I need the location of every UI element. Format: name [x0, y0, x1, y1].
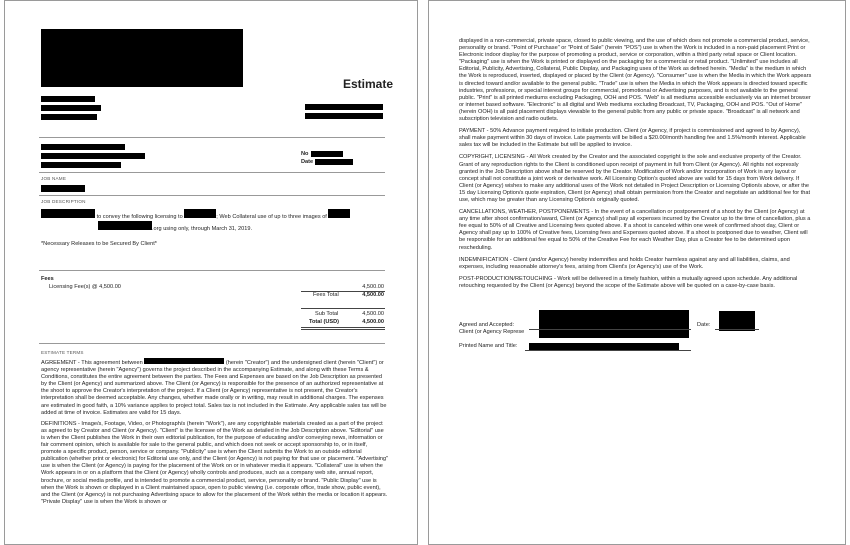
redacted-address-line	[41, 114, 97, 120]
printed-name-label: Printed Name and Title:	[459, 343, 518, 349]
total-amount: 4,500.00	[362, 319, 384, 325]
definitions-continued-paragraph: displayed in a non-commercial, private space, closed to public viewing, and the use of which does not promote a commercial product, service, personality or brand. "Point of Purchase" or "Point of Sale" (herein "POS") use is when the Work is included in a non-paid placement Print or Electronic indoor display for the purpose of promoting a product, service or corporation, within a third party retail space or Client location. "Packaging" use is when the Work is printed or displayed on the packaging for a commercial or retail product. "Unlimited" use includes all Editorial, Publicity, Advertising, Collateral, Public Display, and Packaging uses of the Work as defined herein. "Media" is the medium in which the Work is reproduced, inserted, displayed or placed by the Client (or Agency). "Consumer" use is when the Media in which the Work appears is directed toward and/or available to the general public. "Trade" use is when the Media in which the Work appears is directed toward specific industries, professions, or special interest groups for commercial, promotional or Advertising purposes, and is not available to the general public. "Print" is all printed mediums excluding Packaging, OOH and POS. "Web" is all mediums accessible exclusively via an internet browser or internet based software. "Electronic" is all digital and Web mediums excluding Broadcast, TV, Packaging, OOH and POS. "Out of Home" (herein OOH) is all paid placement displays viewable to the general public from any public or private space. "Broadcast" is all network and subscription television and radio outlets.	[459, 38, 812, 123]
fees-total-label: Fees Total	[313, 292, 339, 298]
definitions-paragraph: DEFINITIONS - Image/s, Footage, Video, or Photograph/s (herein "Work"), are any copyrightable materials created as a part of the project as agreed to by Creator and Client (or Agency). "Client" is the licensee of the Work as detailed in the Job Description above. "Editorial" use is when the Client publishes the Work in their own editorial publication, for the purpose of educating and/or conveying news, information or fair comment opinion, which is available for sale to the general public, and which does not seek or accept sponsorship to, or in itself, promote a specific product, person, service or company. "Publicity" use is when the Client submits the Work to an outside editorial publication (whether print or electronic) for Editorial use only, and the Client (or Agency) is not paying for that use or placement. "Advertising" use is when the Client (or Agency) is paying for the placement of the Work on or in whatever media it appears. "Collateral" use is when the Work appears in or on a platform that the Client (or Agency) wholly controls and produces, such as a company web site, annual report, brochure, or social media profile, and is intended to promote a commercial product, service, personality or brand. "Public Display" use is when the Work is shown or displayed in a Client maintained space, open to public viewing (i.e. corporate office, trade show, public event), and the Client (or Agency) is not purchasing Advertising space to allow for the placement of the Work within the media or location it appears. "Private Display" use is when the Work is shown or	[41, 420, 389, 505]
redacted-estimate-number	[311, 151, 343, 157]
redacted-client-name	[41, 144, 125, 150]
redacted-website	[98, 221, 152, 230]
estimate-page-1	[4, 0, 418, 545]
agreed-label: Agreed and Accepted:	[459, 322, 515, 328]
terms-block	[41, 358, 389, 506]
redacted-client-address	[41, 153, 145, 159]
signature-date-label: Date:	[697, 322, 711, 328]
job-description-label: JOB DESCRIPTION	[41, 199, 86, 204]
divider	[39, 137, 385, 138]
subtotal-rule	[301, 308, 385, 309]
printed-name-line	[525, 350, 691, 351]
redacted-job-name	[41, 185, 85, 192]
estimate-number-label: No	[301, 151, 309, 157]
fees-total-amount: 4,500.00	[362, 292, 384, 298]
estimate-terms-label: ESTIMATE TERMS	[41, 350, 84, 355]
redacted-client	[184, 209, 216, 218]
payment-paragraph: PAYMENT - 50% Advance payment required to initiate production. Client (or Agency, if project is commissioned and agreed to by Agency), shall make payment within 30 days of invoice. Late payments will be billed a $20.00/month handling fee and 1.5%/month interest. Applicable sales tax will be included in the Estimate but will be applied to invoice.	[459, 128, 806, 149]
post-production-paragraph: POST-PRODUCTION/RETOUCHING - Work will be delivered in a timely fashion, within a mutually agreed upon schedule. Any additional retouching requested by the Client (or Agency) beyond the scope of the Estimate above will be quoted on a case-by-case basis.	[459, 275, 798, 289]
signature-line	[529, 329, 691, 330]
divider	[39, 172, 385, 173]
redacted-logo	[41, 29, 243, 87]
redacted-address-line	[305, 113, 383, 119]
redacted-signature	[539, 310, 689, 338]
redacted-address-line	[305, 104, 383, 110]
cancellations-paragraph: CANCELLATIONS, WEATHER, POSTPONEMENTS - In the event of a cancellation or postponement of a shoot by the Client (or Agency) at any time after shoot confirmation/award, Client (or Agency) shall pay all expenses incurred by the Creator up to the time of cancellation, plus a fee equal to 50% of all Creative and Licensing fees quoted above. If a shoot is canceled within one week of confirmed shoot day, Client or Agency shall pay up to 100% of Creative fees, Licensing fees and Expenses quoted above. If a shoot is postponed due to weather, Client will be responsible for an additional fee equal to 50% of the Creative Fee for each Weather Day, plus a Creator fee to be determined upon rescheduling.	[459, 209, 811, 251]
client-rep-label: Client (or Agency Represe	[459, 329, 525, 335]
divider	[39, 343, 385, 344]
date-line	[715, 329, 759, 330]
estimate-date-label: Date	[301, 159, 314, 165]
estimate-title: Estimate	[343, 77, 394, 91]
redacted-signature-date	[719, 311, 755, 331]
redacted-creator	[144, 358, 224, 364]
redacted-address-line	[41, 96, 95, 102]
agreement-paragraph: AGREEMENT - This agreement between (herein "Creator") and the undersigned client (herein "Client") or agency representative (herein "Agency") governs the project described in the accompanying Estimate, and along with these Terms & Conditions, constitutes the entire agreement between the parties. The Fees and Expenses are based on the Job Description as presented by the Client (or Agency) and summarized above. The Client (or Agency) is responsible for the presence of an authorized representative at the shoot to approve the Creator's interpretation of the project. If a Client (or Agency) representative is not present, the Creator's interpretation shall be deemed acceptable. Any changes, whether made orally or in writing, may result in additional charges. The expenses are estimated in good faith, a 10% variance applies to project total. Sales tax is not included in the Estimate. Any applicable sales tax will be added at time of invoice. Estimates are valid for 15 days.	[41, 360, 387, 416]
licensing-fee-line: Licensing Fee(s) @ 4,500.00	[49, 284, 121, 290]
sub-total-label: Sub Total	[315, 311, 339, 317]
sub-total-amount: 4,500.00	[362, 311, 384, 317]
estimate-page-2	[428, 0, 846, 545]
redacted-client-address	[41, 162, 121, 168]
fees-heading: Fees	[41, 276, 54, 282]
licensing-fee-amount: 4,500.00	[362, 284, 384, 290]
total-rule	[301, 329, 385, 330]
total-rule	[301, 327, 385, 328]
divider	[39, 270, 385, 271]
indemnification-paragraph: INDEMNIFICATION - Client (and/or Agency) hereby indemnifies and holds Creator harmless against any and all liabilities, claims, and expenses, including reasonable attorney's fees, arising from Client's (or Agency's) use of the Work.	[459, 256, 790, 270]
terms-continued	[459, 38, 813, 290]
redacted-subject	[328, 209, 350, 218]
redacted-printed-name	[529, 343, 679, 350]
job-name-label: JOB NAME	[41, 176, 67, 181]
redacted-creator	[41, 209, 95, 218]
divider	[39, 195, 385, 196]
releases-note: *Necessary Releases to be Secured By Client*	[41, 241, 157, 247]
total-label: Total (USD)	[309, 319, 340, 325]
copyright-paragraph: COPYRIGHT, LICENSING - All Work created by the Creator and the associated copyright is the sole and exclusive property of the Creator. Grant of any reproduction rights to the Client is conditioned upon receipt of payment in full from Client (or Agency). All rights not expressly granted in the Job Description above shall be reserved by the Creator. Modification of Work and/or incorporation of Work in any layout or concept shall not constitute a joint work or derivative work. All Licensing Option's quoted above are valid for 15 days from Work delivery. If Client (or Agency) wishes to make any additional uses of the Work not detailed in Project Description or Licensing Option/s above, or after the 15 day Licensing Option/s quote expiration, Client (or Agency) shall obtain permission from the Creator and negotiate an additional fee for that use, which may be greater than any Licensing Option/s originally quoted.	[459, 154, 811, 203]
job-description-text: to convey the following licensing to ; Web Collateral use of up to three images of .org using only, through March 31, 2019.	[41, 209, 391, 233]
redacted-address-line	[41, 105, 101, 111]
redacted-estimate-date	[315, 159, 353, 165]
